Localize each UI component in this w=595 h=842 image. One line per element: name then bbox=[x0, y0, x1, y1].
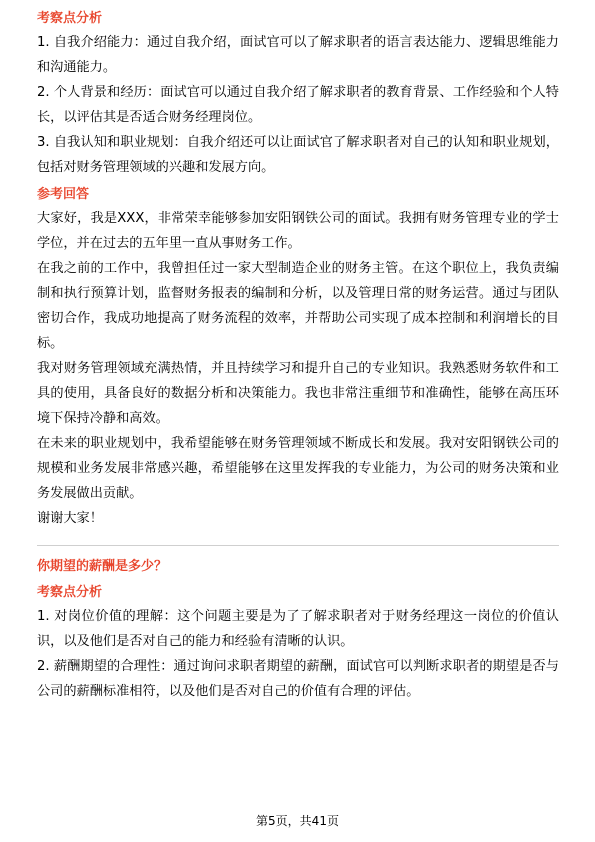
page-content bbox=[37, 8, 559, 704]
analysis-heading: 考察点分析 bbox=[37, 11, 103, 26]
answer-heading: 参考回答 bbox=[37, 187, 90, 202]
page-number: 第5页，共41页 bbox=[256, 814, 339, 828]
answer-paragraph: 谢谢大家！ bbox=[37, 511, 103, 526]
answer-paragraph: 在我之前的工作中，我曾担任过一家大型制造企业的财务主管。在这个职位上，我负责编制和执行预算计划，监督财务报表的编制和分析，以及管理日常的财务运营。通过与团队密切合作，我成功地提高了财务流程的效率，并帮助公司实现了成本控制和利润增长的目标。 bbox=[37, 261, 559, 351]
analysis-point: 3. 自我认知和职业规划：自我介绍还可以让面试官了解求职者对自己的认知和职业规划，包括对财务管理领域的兴趣和发展方向。 bbox=[37, 135, 559, 175]
answer-paragraph: 大家好，我是XXX，非常荣幸能够参加安阳钢铁公司的面试。我拥有财务管理专业的学士学位，并在过去的五年里一直从事财务工作。 bbox=[37, 211, 559, 251]
section-divider bbox=[37, 545, 559, 546]
analysis-heading: 考察点分析 bbox=[37, 585, 103, 600]
answer-paragraph: 我对财务管理领域充满热情，并且持续学习和提升自己的专业知识。我熟悉财务软件和工具的使用，具备良好的数据分析和决策能力。我也非常注重细节和准确性，能够在高压环境下保持冷静和高效。 bbox=[37, 361, 559, 426]
analysis-point: 1. 自我介绍能力：通过自我介绍，面试官可以了解求职者的语言表达能力、逻辑思维能力和沟通能力。 bbox=[37, 35, 559, 75]
question-heading: 你期望的薪酬是多少？ bbox=[37, 559, 168, 574]
analysis-point: 2. 个人背景和经历：面试官可以通过自我介绍了解求职者的教育背景、工作经验和个人特长，以评估其是否适合财务经理岗位。 bbox=[37, 85, 559, 125]
analysis-point: 2. 薪酬期望的合理性：通过询问求职者期望的薪酬，面试官可以判断求职者的期望是否与公司的薪酬标准相符，以及他们是否对自己的价值有合理的评估。 bbox=[37, 659, 559, 699]
analysis-point: 1. 对岗位价值的理解：这个问题主要是为了了解求职者对于财务经理这一岗位的价值认识，以及他们是否对自己的能力和经验有清晰的认识。 bbox=[37, 609, 559, 649]
answer-paragraph: 在未来的职业规划中，我希望能够在财务管理领域不断成长和发展。我对安阳钢铁公司的规模和业务发展非常感兴趣，希望能够在这里发挥我的专业能力，为公司的财务决策和业务发展做出贡献。 bbox=[37, 436, 559, 501]
